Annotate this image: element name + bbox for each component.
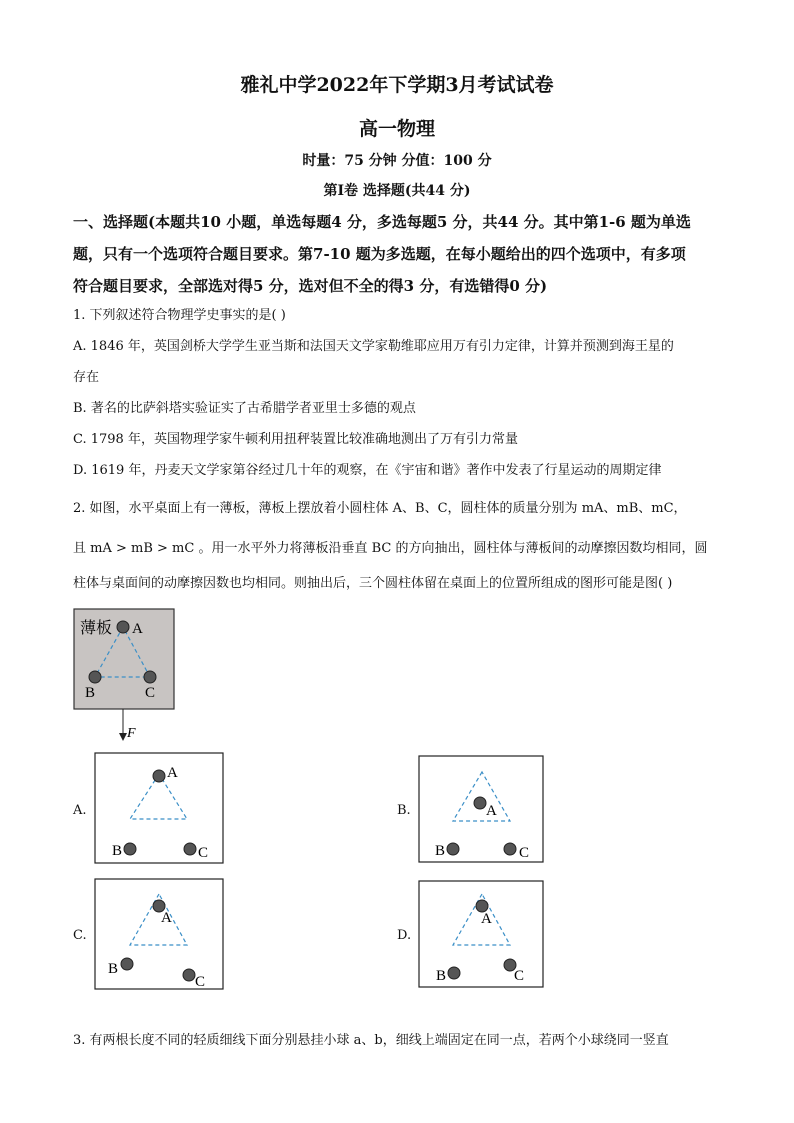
option-d-label-a: A: [481, 911, 492, 927]
option-a-label-a: A: [167, 765, 178, 781]
q1-option-a-line2: 存在: [73, 370, 100, 385]
cylinder-a: [117, 621, 129, 633]
option-d-cylinder-b: [448, 967, 460, 979]
option-c-figure: [94, 878, 226, 992]
option-a-cylinder-b: [124, 843, 136, 855]
force-label: F: [127, 726, 136, 741]
plate-label: 薄板: [80, 620, 113, 637]
option-d-figure: [418, 880, 546, 990]
option-a-label: A.: [73, 803, 87, 818]
option-a-label-c: C: [198, 845, 209, 861]
exam-title: 雅礼中学2022年下学期3月考试试卷: [240, 74, 554, 96]
subject-title: 高一物理: [358, 118, 435, 140]
q1-stem: 1. 下列叙述符合物理学史事实的是( ): [73, 308, 286, 323]
option-c-label-c: C: [195, 974, 206, 990]
option-b-label-c: C: [519, 845, 530, 861]
plate-figure: [70, 605, 190, 745]
option-d-label-c: C: [514, 968, 525, 984]
label-b: B: [85, 685, 96, 701]
option-b-label-b: B: [435, 843, 446, 859]
option-d-label-b: B: [436, 968, 447, 984]
option-c-cylinder-c: [183, 969, 195, 981]
time-score: 时量：75 分钟 分值：100 分: [302, 153, 492, 169]
option-b-label: B.: [397, 803, 411, 818]
cylinder-c: [144, 671, 156, 683]
section-line-2: 题，只有一个选项符合题目要求。第7-10 题为多选题，在每小题给出的四个选项中，有多项: [73, 245, 686, 263]
label-a: A: [132, 621, 143, 637]
option-c-cylinder-b: [121, 958, 133, 970]
option-a-figure: [94, 752, 226, 866]
option-a-cylinder-a: [153, 770, 165, 782]
force-arrow-head: [119, 733, 127, 741]
question-1: [73, 305, 733, 491]
section-instructions: [73, 206, 733, 302]
q3-line-1: 3. 有两根长度不同的轻质细线下面分别悬挂小球 a、b，细线上端固定在同一点，若两个小球绕同一竖直: [73, 1033, 669, 1048]
question-2: [73, 498, 733, 603]
option-c-label: C.: [73, 928, 87, 943]
option-b-label-a: A: [486, 803, 497, 819]
q1-option-a-line1: A. 1846 年，英国剑桥大学学生亚当斯和法国天文学家勒维耶应用万有引力定律，计算并预测到海王星的: [73, 339, 674, 354]
option-b-cylinder-a: [474, 797, 486, 809]
label-c: C: [145, 685, 156, 701]
option-c-label-b: B: [108, 961, 119, 977]
q1-option-b: B. 著名的比萨斜塔实验证实了古希腊学者亚里士多德的观点: [73, 401, 416, 416]
section-line-1: 一、选择题(本题共10 小题，单选每题4 分，多选每题5 分，共44 分。其中第1-6 题为单选: [73, 213, 691, 231]
section-line-3: 符合题目要求，全部选对得5 分，选对但不全的得3 分，有选错得0 分): [73, 277, 548, 295]
q2-line-2: 且 mA > mB > mC 。用一水平外力将薄板沿垂直 BC 的方向抽出，圆柱体与薄板间的动摩擦因数均相同，圆: [73, 541, 708, 556]
part-heading: 第Ⅰ卷 选择题(共44 分): [323, 183, 471, 199]
option-a-label-b: B: [112, 843, 123, 859]
option-d-label: D.: [397, 928, 412, 943]
q2-line-1: 2. 如图，水平桌面上有一薄板，薄板上摆放着小圆柱体 A、B、C，圆柱体的质量分别为 mA、mB、mC，: [73, 501, 687, 516]
q2-line-3: 柱体与桌面间的动摩擦因数也均相同。则抽出后，三个圆柱体留在桌面上的位置所组成的图形可能是图( ): [73, 576, 673, 591]
option-b-cylinder-b: [447, 843, 459, 855]
q1-option-d: D. 1619 年，丹麦天文学家第谷经过几十年的观察，在《宇宙和谐》著作中发表了行星运动的周期定律: [73, 463, 662, 478]
q1-option-c: C. 1798 年，英国物理学家牛顿利用扭秤装置比较准确地测出了万有引力常量: [73, 432, 518, 447]
question-3: [73, 1030, 733, 1052]
cylinder-b: [89, 671, 101, 683]
option-b-cylinder-c: [504, 843, 516, 855]
option-a-cylinder-c: [184, 843, 196, 855]
option-b-figure: [418, 755, 546, 865]
option-c-label-a: A: [161, 910, 172, 926]
